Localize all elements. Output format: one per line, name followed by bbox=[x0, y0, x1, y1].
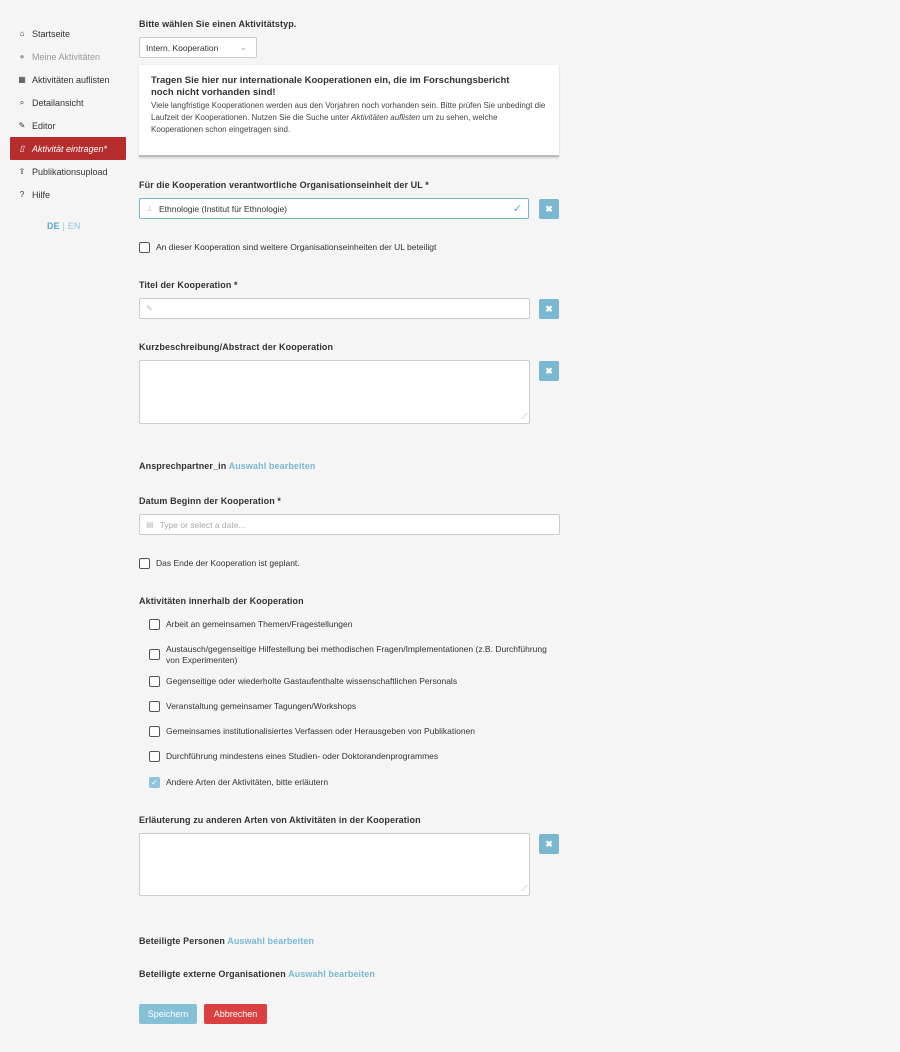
ext-orgs-edit-selection-link[interactable]: Auswahl bearbeiten bbox=[288, 969, 375, 979]
sidebar-item-label: Detailansicht bbox=[32, 97, 84, 108]
sidebar-item-meine-aktivitaeten[interactable] bbox=[10, 45, 126, 68]
notice-text-part-1: Viele langfristige Kooperationen werden aus den Vorjahren noch vorhanden sein. Bitte prüfen Sie unbedingt die Laufzeit der Kooperationen. Nutzen Sie die Suche unter bbox=[151, 101, 546, 122]
home-icon: ⌂ bbox=[19, 29, 25, 38]
sidebar-item-editor[interactable] bbox=[10, 114, 126, 137]
edit-icon: ✎ bbox=[18, 121, 26, 130]
ext-orgs-row bbox=[139, 969, 375, 979]
clear-title-button[interactable]: ✖ bbox=[539, 299, 559, 319]
activity-option-label: Gemeinsames institutionalisiertes Verfassen oder Herausgeben von Publikationen bbox=[166, 726, 476, 736]
activity-type-value: Intern. Kooperation bbox=[146, 42, 219, 53]
activity-option-row[interactable] bbox=[149, 676, 457, 687]
activity-checkbox[interactable] bbox=[149, 649, 160, 660]
sidebar-item-label: Aktivität eintragen* bbox=[32, 143, 108, 154]
activity-checkbox[interactable] bbox=[149, 751, 160, 762]
sidebar-item-aktivitaet-eintragen[interactable] bbox=[10, 137, 126, 160]
activity-checkbox[interactable] bbox=[149, 701, 160, 712]
activity-option-label: Gegenseitige oder wiederholte Gastaufenthalte wissenschaftlichen Personals bbox=[166, 676, 458, 686]
start-date-placeholder: Type or select a date... bbox=[159, 519, 246, 530]
lang-separator: | bbox=[62, 221, 65, 231]
sidebar-item-label: Aktivitäten auflisten bbox=[32, 74, 110, 85]
activity-option-row[interactable] bbox=[149, 726, 475, 737]
activity-checkbox-checked[interactable]: ✓ bbox=[149, 777, 160, 788]
activity-checkbox[interactable] bbox=[149, 619, 160, 630]
save-button[interactable]: Speichern bbox=[139, 1004, 197, 1024]
start-date-label: Datum Beginn der Kooperation * bbox=[139, 496, 282, 506]
end-planned-checkbox[interactable] bbox=[139, 558, 150, 569]
activity-option-row[interactable] bbox=[149, 701, 356, 712]
user-icon: ● bbox=[19, 52, 25, 61]
title-label: Titel der Kooperation * bbox=[139, 280, 238, 290]
explanation-label: Erläuterung zu anderen Arten von Aktivitäten in der Kooperation bbox=[139, 815, 421, 825]
resize-handle-icon[interactable]: ⟋ bbox=[521, 412, 527, 421]
upload-icon: ⇪ bbox=[18, 167, 26, 176]
sidebar-item-publikationsupload[interactable] bbox=[10, 160, 126, 183]
activity-option-label: Andere Arten der Aktivitäten, bitte erläutern bbox=[166, 777, 329, 787]
persons-row bbox=[139, 936, 314, 946]
help-icon: ? bbox=[19, 190, 25, 199]
activity-type-label: Bitte wählen Sie einen Aktivitätstyp. bbox=[139, 19, 297, 29]
lang-en-link[interactable]: EN bbox=[67, 221, 81, 231]
clear-explanation-button[interactable]: ✖ bbox=[539, 834, 559, 854]
explanation-textarea[interactable] bbox=[139, 833, 530, 896]
other-units-checkbox-row[interactable] bbox=[139, 242, 436, 253]
contact-row bbox=[139, 461, 315, 471]
sidebar-nav bbox=[10, 22, 126, 231]
search-icon: ⌕ bbox=[19, 97, 25, 107]
start-date-input[interactable] bbox=[139, 514, 560, 535]
notice-text bbox=[151, 100, 547, 136]
abstract-textarea[interactable] bbox=[139, 360, 530, 424]
end-planned-label: Das Ende der Kooperation ist geplant. bbox=[156, 558, 300, 568]
cancel-button[interactable]: Abbrechen bbox=[204, 1004, 267, 1024]
notice-title: Tragen Sie hier nur internationale Kooperationen ein, die im Forschungsbericht noch nicht vorhanden sind! bbox=[151, 75, 510, 98]
clear-abstract-button[interactable]: ✖ bbox=[539, 361, 559, 381]
table-icon: ▦ bbox=[18, 75, 26, 84]
resize-handle-icon[interactable]: ⟋ bbox=[521, 884, 527, 893]
activity-checkbox[interactable] bbox=[149, 676, 160, 687]
activity-checkbox[interactable] bbox=[149, 726, 160, 737]
clear-org-unit-button[interactable]: ✖ bbox=[539, 199, 559, 219]
sidebar-item-aktivitaeten-auflisten[interactable] bbox=[10, 68, 126, 91]
ext-orgs-label: Beteiligte externe Organisationen bbox=[139, 969, 286, 979]
notice-text-part-2: um zu sehen, welche Kooperationen schon eingetragen sind. bbox=[151, 113, 498, 134]
activity-option-row[interactable] bbox=[149, 619, 352, 630]
activity-option-label: Arbeit an gemeinsamen Themen/Fragestellungen bbox=[166, 619, 353, 629]
abstract-label: Kurzbeschreibung/Abstract der Kooperation bbox=[139, 342, 334, 352]
contact-edit-selection-link[interactable]: Auswahl bearbeiten bbox=[228, 461, 316, 471]
activity-option-label: Austausch/gegenseitige Hilfestellung bei methodischen Fragen/Implementationen (z.B. Durchführung von Experimenten) bbox=[166, 644, 547, 665]
activities-label: Aktivitäten innerhalb der Kooperation bbox=[139, 596, 304, 606]
activity-option-label: Durchführung mindestens eines Studien- oder Doktorandenprogrammes bbox=[166, 751, 439, 761]
sidebar-item-detailansicht[interactable] bbox=[10, 91, 126, 114]
calendar-icon: ▤ bbox=[146, 520, 154, 529]
other-units-checkbox[interactable] bbox=[139, 242, 150, 253]
file-icon: ▯ bbox=[19, 144, 25, 153]
info-notice bbox=[139, 65, 559, 157]
notice-text-emphasis: Aktivitäten auflisten bbox=[351, 113, 421, 122]
org-chart-icon: ⊥ bbox=[146, 204, 153, 213]
activity-option-row[interactable] bbox=[149, 644, 559, 666]
org-unit-field[interactable] bbox=[139, 198, 529, 219]
other-units-label: An dieser Kooperation sind weitere Organisationseinheiten der UL beteiligt bbox=[156, 242, 437, 252]
end-planned-checkbox-row[interactable] bbox=[139, 558, 300, 569]
persons-label: Beteiligte Personen bbox=[139, 936, 225, 946]
sidebar-item-label: Publikationsupload bbox=[32, 166, 108, 177]
language-switcher bbox=[10, 221, 126, 231]
activity-option-row[interactable] bbox=[149, 751, 438, 762]
activity-option-label: Veranstaltung gemeinsamer Tagungen/Workshops bbox=[166, 701, 357, 711]
org-unit-value: Ethnologie (Institut für Ethnologie) bbox=[158, 203, 288, 214]
sidebar-item-startseite[interactable] bbox=[10, 22, 126, 45]
sidebar-item-label: Hilfe bbox=[32, 189, 51, 200]
activity-option-row[interactable] bbox=[149, 777, 328, 788]
sidebar-item-hilfe[interactable] bbox=[10, 183, 126, 206]
contact-label: Ansprechpartner_in bbox=[139, 461, 227, 471]
pencil-icon: ✎ bbox=[146, 304, 153, 313]
chevron-down-icon: ⌄ bbox=[239, 42, 247, 52]
title-input[interactable] bbox=[139, 298, 530, 319]
checkmark-icon: ✓ bbox=[512, 203, 522, 215]
sidebar-item-label: Meine Aktivitäten bbox=[32, 51, 101, 62]
sidebar-item-label: Editor bbox=[32, 120, 56, 131]
activity-type-select[interactable] bbox=[139, 37, 257, 58]
sidebar-item-label: Startseite bbox=[32, 28, 71, 39]
lang-de-link[interactable]: DE bbox=[47, 221, 60, 231]
persons-edit-selection-link[interactable]: Auswahl bearbeiten bbox=[227, 936, 315, 946]
org-unit-label: Für die Kooperation verantwortliche Organisationseinheit der UL * bbox=[139, 180, 429, 190]
